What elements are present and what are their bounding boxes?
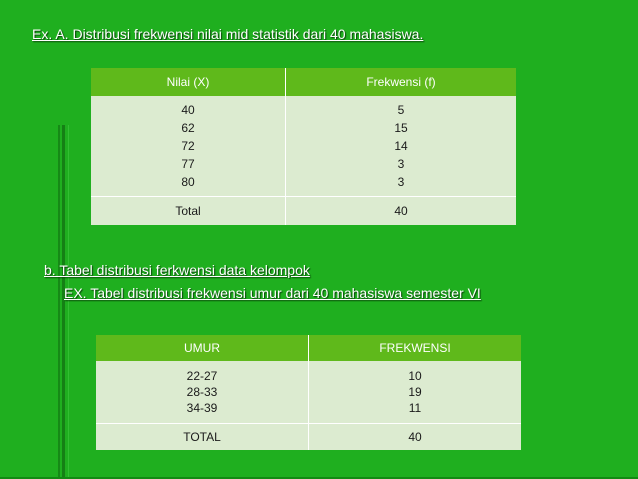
header-nilai: Nilai (X) — [91, 68, 286, 96]
table-row — [96, 361, 521, 424]
header-umur: UMUR — [96, 335, 309, 361]
header-frekwensi: FREKWENSI — [309, 335, 522, 361]
values-cell-f — [286, 96, 517, 197]
header-frekwensi: Frekwensi (f) — [286, 68, 517, 96]
value-f: 15 — [394, 121, 408, 135]
total-row — [96, 424, 521, 451]
value-x: 62 — [181, 121, 195, 135]
total-label: TOTAL — [96, 424, 309, 451]
section-b-heading: b. Tabel distribusi ferkwensi data kelompok — [44, 262, 310, 278]
decorative-line — [58, 125, 60, 479]
frequency-table-nilai — [91, 68, 516, 225]
frequency-table-umur — [96, 335, 521, 450]
values-cell-x — [96, 361, 309, 424]
total-value: 40 — [309, 424, 522, 451]
total-value: 40 — [286, 197, 517, 226]
value-f: 3 — [397, 175, 405, 189]
total-label: Total — [91, 197, 286, 226]
value-x: 77 — [181, 157, 195, 171]
value-f: 3 — [397, 157, 405, 171]
value-x: 22-27 — [186, 369, 218, 383]
value-x: 72 — [181, 139, 195, 153]
value-x: 40 — [181, 103, 195, 117]
value-f: 10 — [408, 369, 422, 383]
values-cell-x — [91, 96, 286, 197]
value-f: 5 — [397, 103, 405, 117]
value-f: 14 — [394, 139, 408, 153]
slide-title: Ex. A. Distribusi frekwensi nilai mid statistik dari 40 mahasiswa. — [32, 26, 424, 42]
table-row — [91, 96, 516, 197]
total-row — [91, 197, 516, 226]
value-f: 11 — [408, 401, 422, 415]
section-b-example: EX. Tabel distribusi frekwensi umur dari 40 mahasiswa semester VI — [64, 285, 481, 301]
value-x: 80 — [181, 175, 195, 189]
decorative-line — [62, 125, 65, 479]
values-cell-f — [309, 361, 522, 424]
decorative-line — [68, 125, 69, 479]
value-f: 19 — [408, 385, 422, 399]
value-x: 28-33 — [186, 385, 218, 399]
value-x: 34-39 — [186, 401, 218, 415]
